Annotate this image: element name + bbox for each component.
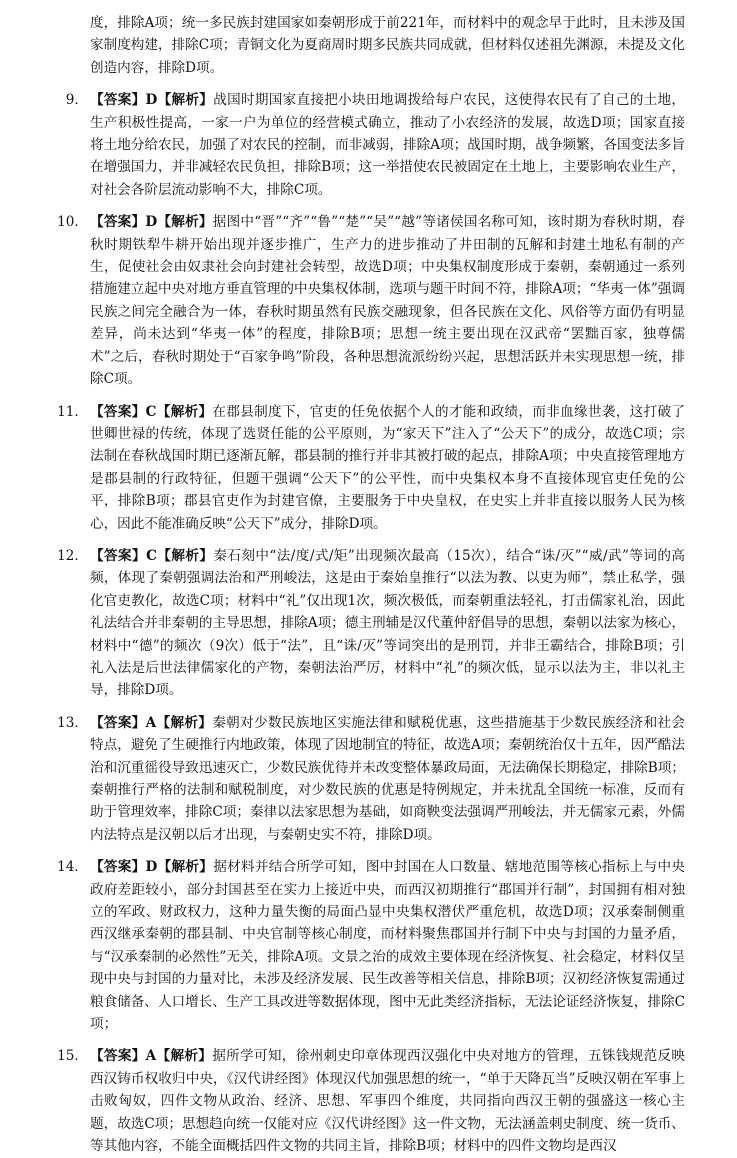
analysis-label: 【解析】: [157, 214, 213, 231]
question-number: 13．: [57, 714, 88, 731]
analysis-text: 据所学可知，徐州刺史印章体现西汉强化中央对地方的管理，五铢钱规范反映西汉铸币权收归中央，《汉代讲经图》体现汉代加强思想的统一，“单于天降瓦当”反映汉朝在军事上击败匈奴，四件文物从政治、经济、思想、军事四个维度，共同指向西汉王朝的强盛这一核心主题，故选C项；思想趋向统一仅能对应《汉代讲经图》这一件文物，无法涵盖刺史制度、统一货币、等其他内容，不能全面概括四件文物的共同主旨，排除B项；材料中的四件文物均是西汉: [90, 1048, 686, 1155]
answer-choice: A: [145, 714, 157, 731]
analysis-label: 【解析】: [157, 859, 214, 876]
answer-label: 【答案】: [90, 92, 146, 109]
analysis-text: 战国时期国家直接把小块田地调拨给每户农民，这使得农民有了自己的土地，生产积极性提高，一家一户为单位的经营模式确立，推动了小农经济的发展，故选D项；国家直接将土地分给农民，加强了对农民的控制，而非减弱，排除A项；战国时期，战争频繁，各国变法多旨在增强国力，并非减轻农民负担，排除B项；这一举措使农民被固定在土地上，主要影响农业生产，对社会各阶层流动影响不大，排除C项。: [90, 92, 686, 198]
analysis-label: 【解析】: [156, 403, 213, 420]
answer-explanation: [90, 89, 685, 201]
analysis-text: 在郡县制度下，官吏的任免依据个人的才能和政绩，而非血缘世袭，这打破了世卿世禄的传统，体现了选贤任能的公平原则，为“家天下”注入了“公天下”的成分，故选C项；宗法制在春秋战国时期已逐渐瓦解，郡县制的推行并非其被打破的起点，排除A项；中央直接管理地方是郡县制的行政特征，但题干强调“公天下”的公平性，而中央集权本身不直接体现官吏任免的公平，排除B项；郡县官吏作为封建官僚，主要服务于中央皇权，在史实上并非直接以服务人民为核心，因此不能准确反映“公天下”成分，排除D项。: [90, 403, 686, 532]
analysis-text: 据材料并结合所学可知，图中封国在人口数量、辖地范围等核心指标上与中央政府差距较小，部分封国甚至在实力上接近中央，而西汉初期推行“郡国并行制”，封国拥有相对独立的军政、财政权力，这种力量失衡的局面凸显中央集权潜伏严重危机，故选D项；汉承秦制侧重西汉继承秦朝的郡县制、中央官制等核心制度，而材料聚焦郡国并行制下中央与封国的力量矛盾，与“汉承秦制的必然性”无关，排除A项。文景之治的成效主要体现在经济恢复、社会稳定，材料仅呈现中央与封国的力量对比，未涉及经济发展、民生改善等相关信息，排除B项；汉初经济恢复需通过粮食储备、人口增长、生产工具改进等数据体现，图中无此类经济指标，无法论证经济恢复，排除C项；: [90, 859, 686, 1033]
answer-explanation: [90, 401, 685, 535]
answer-explanation: [90, 211, 685, 390]
analysis-text: 秦朝对少数民族地区实施法律和赋税优惠，这些措施基于少数民族经济和社会特点，避免了生硬推行内地政策，体现了因地制宜的特征，故选A项；秦朝统治仅十五年，因严酷法治和沉重徭役导致迅速灭亡，少数民族优待并未改变整体暴政局面，无法确保长期稳定，排除B项；秦朝推行严格的法制和赋税制度，对少数民族的优惠是特例规定，并未扰乱全国统一标准，反而有助于管理效率，排除C项；秦律以法家思想为基础，如商鞅变法强调严刑峻法，并无儒家元素，外儒内法特点是汉朝以后才出现，与秦朝史实不符，排除D项。: [90, 714, 686, 843]
analysis-text: 秦石刻中“法/度/式/矩”出现频次最高（15次），结合“诛/灭”“威/武”等词的高频，体现了秦朝强调法治和严刑峻法，这是由于秦始皇推行“以法为教、以吏为师”，禁止私学，强化官吏教化，故选C项；材料中“礼”仅出现1次，频次极低，而秦朝重法轻礼，打击儒家礼治，因此礼法结合并非秦朝的主导思想，排除A项；德主刑辅是汉代董仲舒倡导的思想，秦朝以法家为核心，材料中“德”的频次（9次）低于“法”，且“诛/灭”等词突出的是刑罚，并非王霸结合，排除B项；引礼入法是后世法律儒家化的产物，秦朝法治严厉，材料中“礼”的频次低，显示以法为主，非以礼主导，排除D项。: [90, 547, 686, 699]
analysis-label: 【解析】: [156, 714, 213, 731]
answer-item-13: [48, 712, 685, 846]
answer-item-12: [48, 545, 685, 702]
answer-label: 【答案】: [90, 403, 146, 420]
answer-explanation: [90, 1045, 685, 1157]
answer-item-11: [48, 401, 685, 535]
answer-choice: C: [145, 403, 157, 420]
answer-label: 【答案】: [90, 214, 146, 231]
answer-choice: D: [145, 214, 158, 231]
intro-paragraph: 度，排除A项；统一多民族封建国家如秦朝形成于前221年，而材料中的观念早于此时，且未涉及国家制度构建，排除C项；青铜文化为夏商周时期多民族共同成就，但材料仅述祖先渊源，未提及文化创造内容，排除D项。: [90, 15, 685, 76]
analysis-label: 【解析】: [156, 547, 214, 564]
answer-choice: D: [145, 92, 158, 109]
analysis-label: 【解析】: [156, 1048, 213, 1065]
answer-label: 【答案】: [90, 1048, 146, 1065]
answer-item-10: [48, 211, 685, 390]
answer-explanation: [90, 545, 685, 702]
question-number: 10．: [57, 214, 88, 231]
answer-item-9: [48, 89, 685, 201]
answer-item-15: [48, 1045, 685, 1157]
question-number: 9．: [65, 92, 88, 109]
answer-choice: D: [145, 859, 158, 876]
question-number: 15．: [57, 1048, 88, 1065]
answer-label: 【答案】: [90, 859, 146, 876]
answer-choice: A: [145, 1048, 157, 1065]
question-number: 11．: [57, 403, 88, 420]
analysis-text: 据图中“晋”“齐”“鲁”“楚”“吴”“越”等诸侯国名称可知，该时期为春秋时期，春秋时期铁犁牛耕开始出现并逐步推广，生产力的进步推动了井田制的瓦解和封建土地私有制的产生，促使社会由奴隶社会向封建社会转型，故选D项；中央集权制度形成于秦朝，秦朝通过一系列措施建立起中央对地方垂直管理的中央集权体制，选项与题干时间不符，排除A项；“华夷一体”强调民族之间完全融合为一体，春秋时期虽然有民族交融现象，但各民族在文化、风俗等方面仍有明显差异，尚未达到“华夷一体”的程度，排除B项；思想一统主要出现在汉武帝“罢黜百家，独尊儒术”之后，春秋时期处于“百家争鸣”阶段，各种思想流派纷纷兴起，思想活跃并未实现思想一统，排除C项。: [90, 214, 686, 388]
answer-label: 【答案】: [90, 714, 146, 731]
analysis-label: 【解析】: [157, 92, 214, 109]
answer-choice: C: [146, 547, 157, 564]
question-number: 14．: [57, 859, 88, 876]
question-number: 12．: [57, 547, 88, 564]
answer-item-14: [48, 856, 685, 1035]
answer-explanation: [90, 856, 685, 1035]
answer-explanation: [90, 712, 685, 846]
answer-label: 【答案】: [90, 547, 147, 564]
